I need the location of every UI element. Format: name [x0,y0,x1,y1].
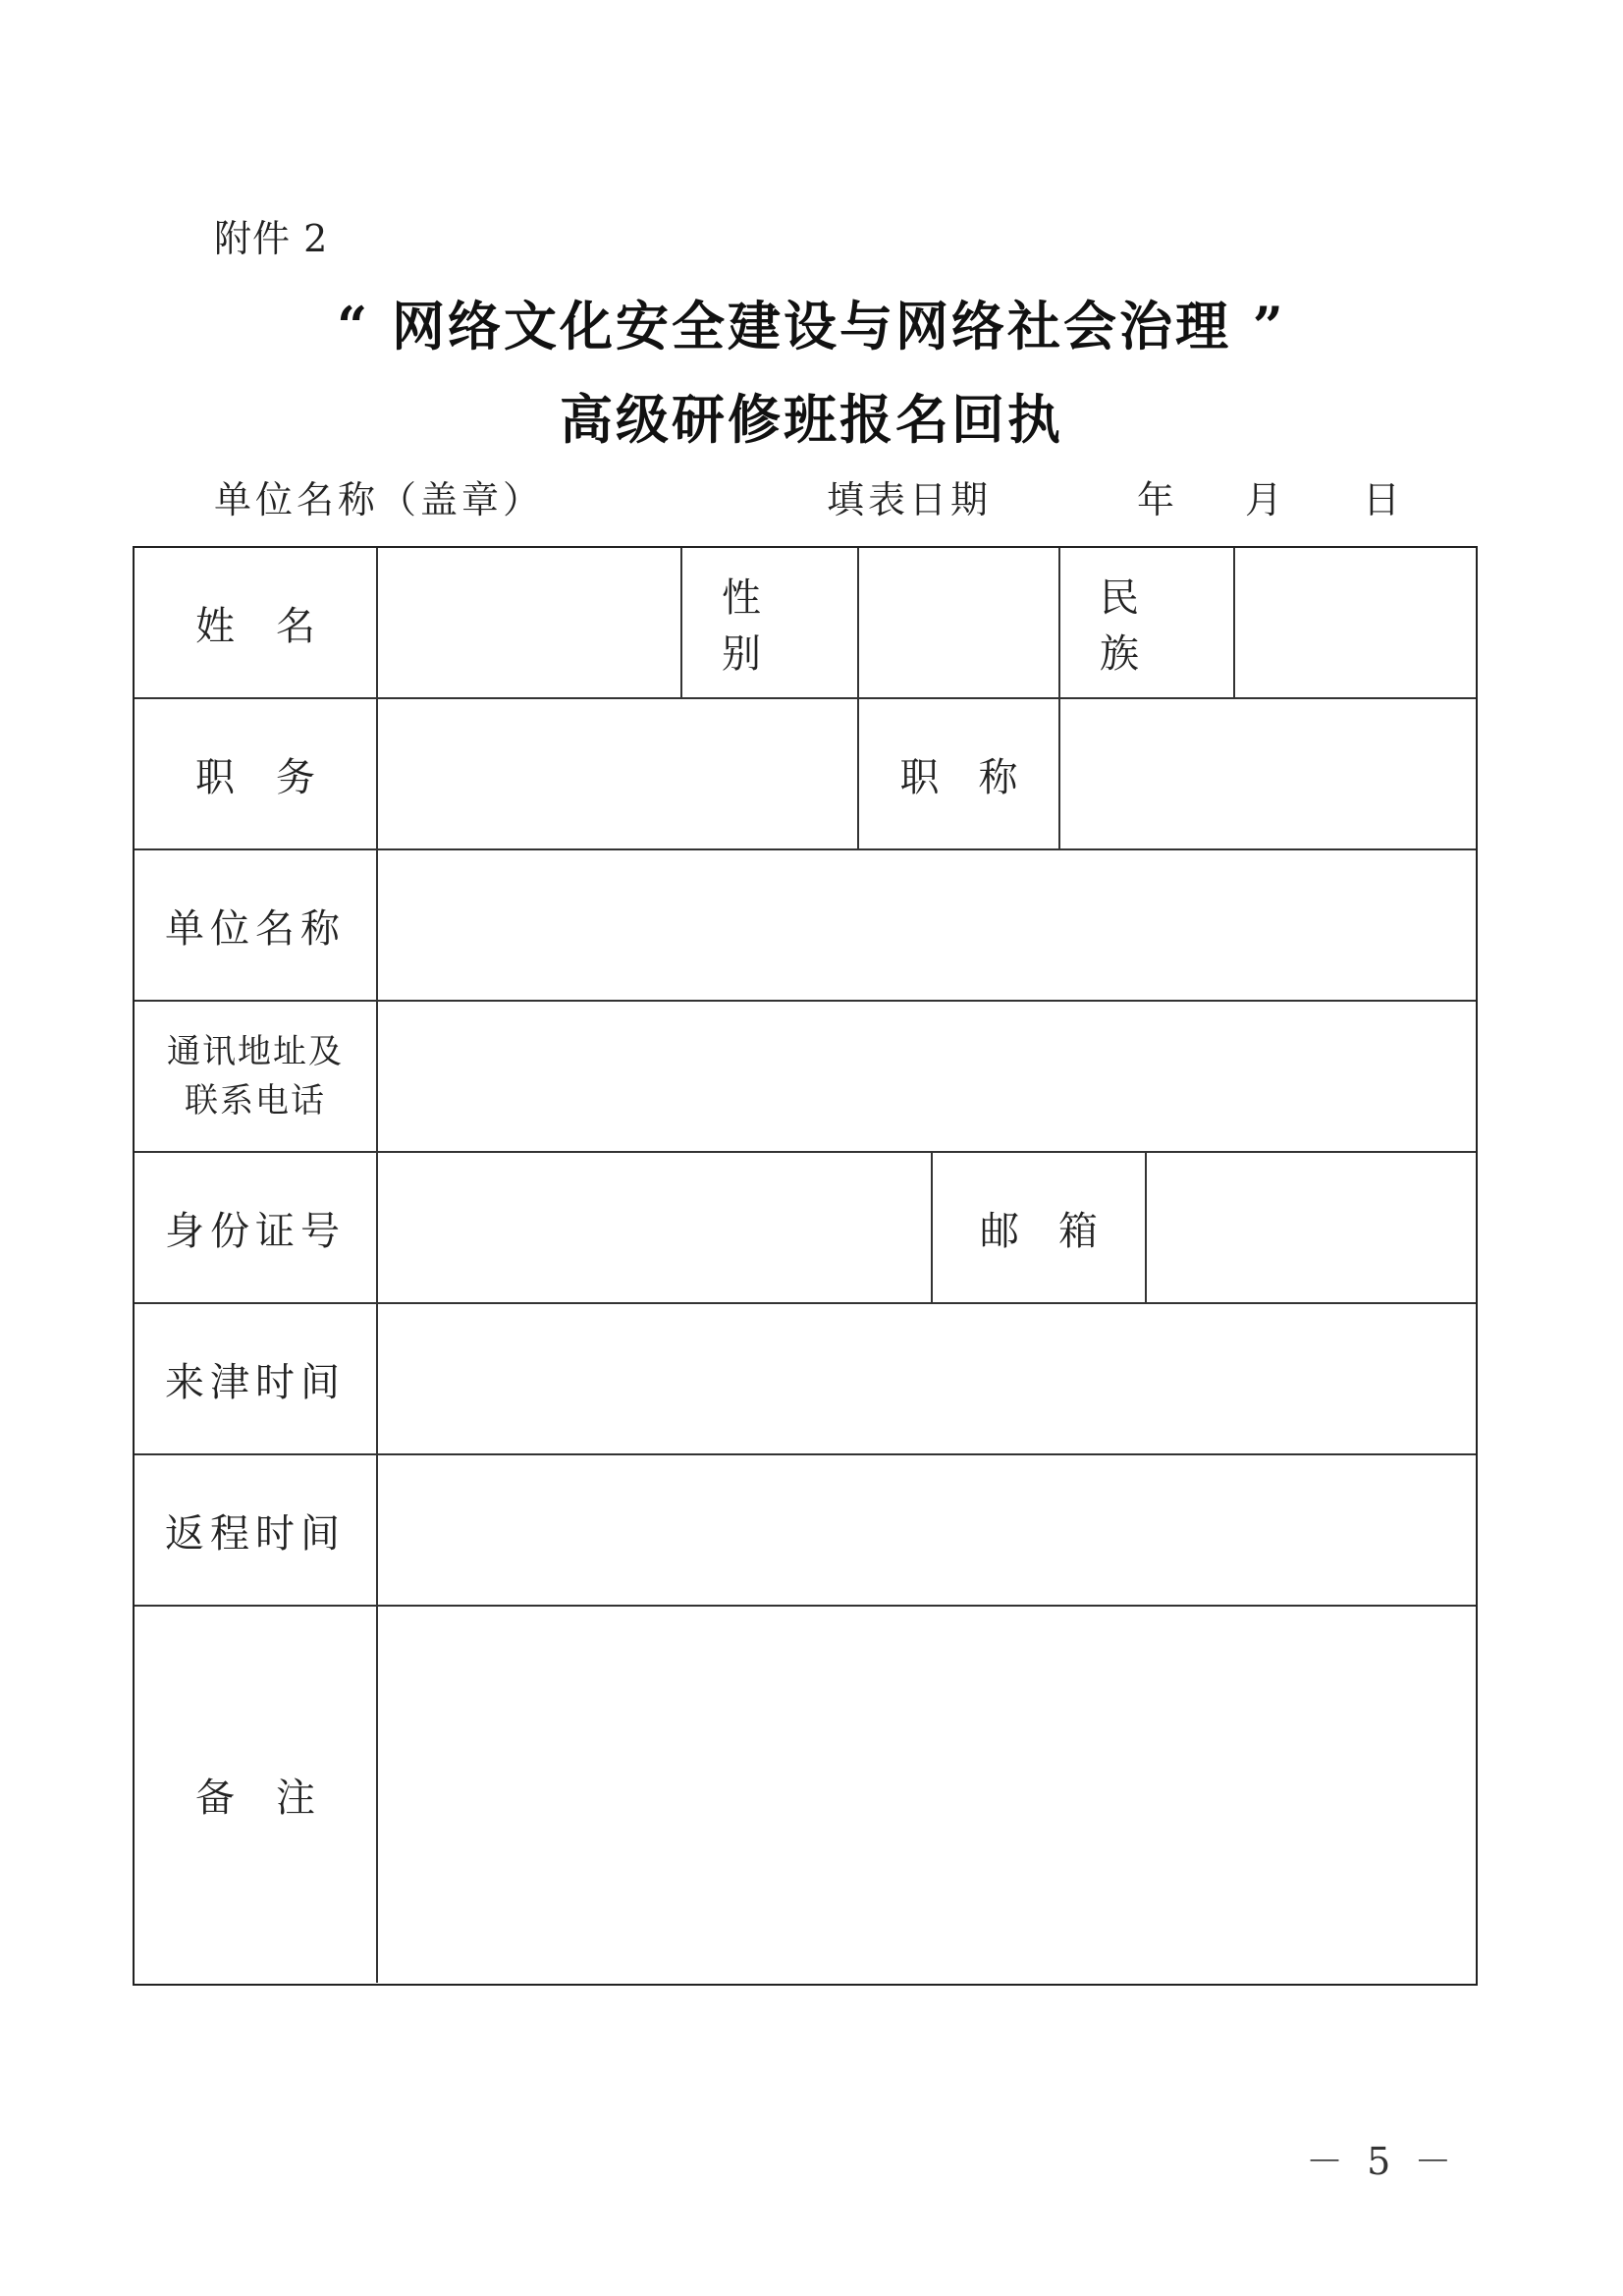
position-label-cell [135,699,378,848]
title-label-cell [859,699,1060,848]
arrival-label: 来津时间 [165,1359,346,1405]
arrival-input-cell[interactable] [378,1304,1477,1453]
title-label: 职称 [899,754,1057,800]
id-label-cell [135,1153,378,1302]
remarks-input-cell[interactable] [378,1607,1477,1983]
gender-label-cell [682,548,859,697]
page-number: － 5 － [1306,2140,1458,2183]
day-label: 日 [1363,478,1405,521]
unit-label-cell [135,850,378,1000]
month-label: 月 [1245,478,1287,521]
row-id [135,1153,1476,1304]
return-input-cell[interactable] [378,1455,1477,1605]
registration-form-table [133,546,1478,1986]
return-label-cell [135,1455,378,1605]
attachment-label: 附件 2 [214,217,329,260]
row-return [135,1455,1476,1607]
year-label: 年 [1137,478,1179,521]
title-input-cell[interactable] [1060,699,1477,848]
gender-label: 性别 [722,575,800,677]
email-label-cell [933,1153,1147,1302]
name-label-cell [135,548,378,697]
gender-input-cell[interactable] [859,548,1060,697]
return-label: 返程时间 [165,1510,346,1557]
address-label-cell [135,1002,378,1151]
row-arrival [135,1304,1476,1455]
document-title: “ 网络文化安全建设与网络社会治理 ” [337,295,1286,357]
unit-label: 单位名称 [165,905,346,952]
remarks-label-cell [135,1607,378,1983]
row-unit [135,850,1476,1002]
id-label: 身份证号 [165,1208,346,1254]
unit-input-cell[interactable] [378,850,1477,1000]
row-position [135,699,1476,850]
address-input-cell[interactable] [378,1002,1477,1151]
ethnicity-input-cell[interactable] [1235,548,1477,697]
document-subtitle: 高级研修班报名回执 [560,388,1063,451]
row-remarks [135,1607,1476,1983]
email-label: 邮箱 [980,1208,1137,1254]
row-name [135,548,1476,699]
fill-date-label: 填表日期 [827,478,993,521]
name-input-cell[interactable] [378,548,682,697]
address-label-line1: 通讯地址及 [167,1032,344,1071]
ethnicity-label: 民族 [1100,575,1178,677]
position-input-cell[interactable] [378,699,859,848]
arrival-label-cell [135,1304,378,1453]
remarks-label: 备注 [195,1776,356,1821]
org-seal-label: 单位名称（盖章） [214,478,545,521]
position-label: 职务 [195,754,356,800]
email-input-cell[interactable] [1147,1153,1477,1302]
name-label: 姓名 [195,603,356,649]
ethnicity-label-cell [1060,548,1235,697]
address-label-line2: 联系电话 [185,1081,326,1121]
id-input-cell[interactable] [378,1153,933,1302]
row-address [135,1002,1476,1153]
